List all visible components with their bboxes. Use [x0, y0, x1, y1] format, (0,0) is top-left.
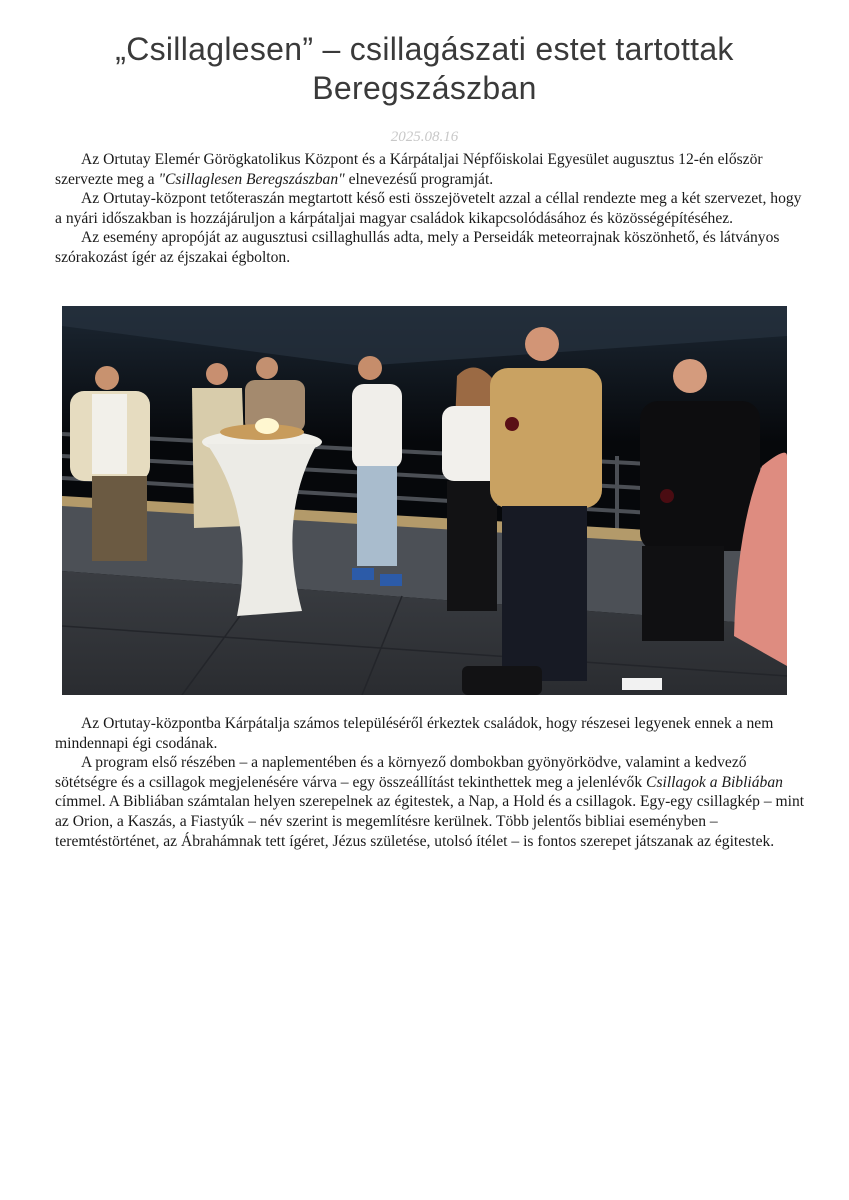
italic-title: "Csillaglesen Beregszászban" [158, 170, 345, 188]
event-photo [62, 306, 787, 695]
intro-text [55, 150, 810, 268]
paragraph [55, 753, 810, 851]
text-run: Az esemény apropóját az augusztusi csillaghullás adta, mely a Perseidák meteorrajnak köszönhető, és látványos szórakozást ígér az éjszakai égbolton. [55, 229, 780, 266]
bag [462, 666, 542, 695]
italic-title: Csillagok a Bibliában [646, 773, 783, 791]
person-white-tshirt [352, 356, 402, 586]
publish-date: 2025.08.16 [390, 129, 459, 145]
main-text [55, 714, 810, 851]
text-run: A program első részében – a naplementében és a környező dombokban gyönyörködve, valamint a kedvező sötétségre és a csillagok megjelenésére várva – egy összeállítást tekinthettek meg a jelenlévők [55, 754, 747, 791]
paragraph [55, 714, 810, 753]
event-photo-illustration [62, 306, 787, 695]
text-run: Az Ortutay Elemér Görögkatolikus Központ és a Kárpátaljai Népfőiskolai Egyesület augusztus 12-én először szervezte meg a [55, 151, 763, 188]
paragraph [55, 228, 810, 267]
text-run: Az Ortutay-központba Kárpátalja számos településéről érkeztek családok, hogy részesei legyenek ennek a nem mindennapi égi csodának. [55, 715, 774, 752]
text-run: elnevezésű programját. [344, 170, 494, 188]
paragraph [55, 150, 810, 189]
paragraph [55, 189, 810, 228]
text-run: címmel. A Bibliában számtalan helyen szerepelnek az égitestek, a Nap, a Hold és a csillagok. Egy-egy csillagkép – mint az Orion, a Kaszás, a Fiastyúk – név szerint is megemlítésre kerülnek. Több jelentős bibliai eseményben – teremtéstörténet, az Ábrahámnak tett ígéret, Jézus születése, utolsó ítélet – is fontos szerepet játszanak az égitestek. [55, 793, 805, 850]
article-title: „Csillaglesen” – csillagászati estet tartottak Beregszászban [115, 31, 734, 106]
person-mustard-polo [490, 327, 602, 681]
text-run: Az Ortutay-központ tetőteraszán megtartott késő esti összejövetelt azzal a céllal rendezte meg a két szervezet, hogy a nyári időszakban is hozzájáruljon a kárpátaljai magyar családok kikapcsolódásához és közösségépítéséhez. [55, 190, 802, 227]
